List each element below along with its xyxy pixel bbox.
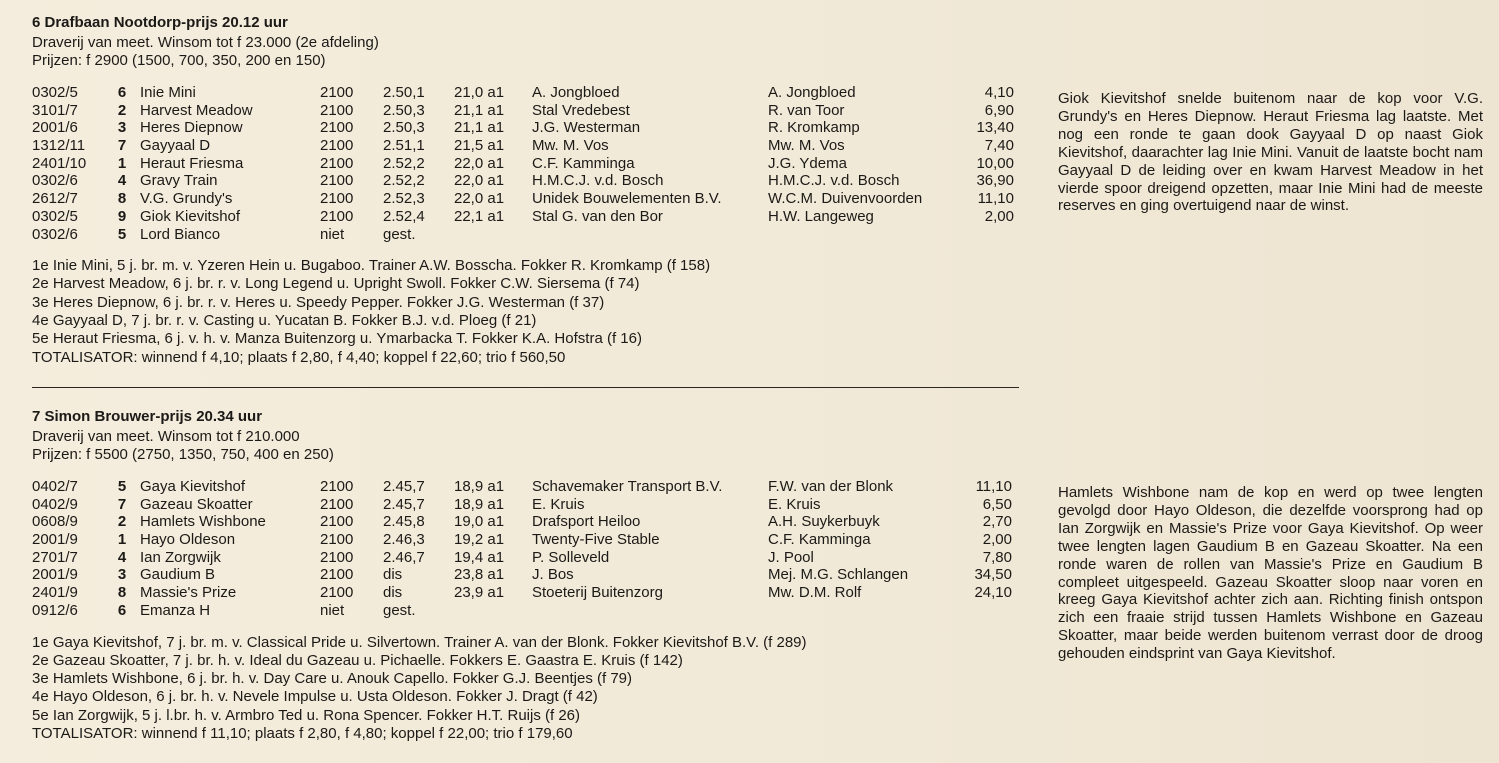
- entry-horse: Giok Kievitshof: [140, 207, 241, 225]
- race-commentary: Giok Kievitshof snelde buitenom naar de kop voor V.G. Grundy's en Heres Diepnow. Heraut Friesma lag laatste. Met nog een ronde te gaan dook Gayyaal D op naast Giok Kievitshof, daarachter lag Inie Mini. Vanuit de laatste bocht nam Gayyaal D de leiding over en kwam Harvest Meadow in het vierde spoor dreigend opzetten, maar Inie Mini had de meeste reserves en ging overtuigend naar de winst.: [1058, 90, 1483, 215]
- entry-time: 2.51,1: [383, 137, 425, 155]
- entry-distance: 2100: [320, 154, 354, 172]
- entry-horse: Heres Diepnow: [140, 119, 243, 137]
- result-line: TOTALISATOR: winnend f 4,10; plaats f 2,80, f 4,40; koppel f 22,60; trio f 560,50: [32, 348, 566, 366]
- entry-km-time: 21,0 a1: [454, 84, 505, 101]
- entry-trainer: Mw. D.M. Rolf: [768, 584, 862, 602]
- entry-number: 3: [117, 566, 127, 584]
- entry-trainer: J.G. Ydema: [768, 154, 847, 172]
- result-line: 4e Hayo Oldeson, 6 j. br. h. v. Nevele Impulse u. Usta Oldeson. Fokker J. Dragt (f 42): [32, 688, 598, 706]
- entry-trainer: H.M.C.J. v.d. Bosch: [768, 172, 900, 190]
- race-title: 6 Drafbaan Nootdorp-prijs 20.12 uur: [32, 14, 288, 31]
- entry-time: 2.52,2: [383, 172, 425, 190]
- entry-time: 2.45,8: [383, 513, 425, 531]
- entry-owner: C.F. Kamminga: [532, 154, 635, 172]
- section-divider: [32, 387, 1019, 388]
- entry-distance: 2100: [320, 190, 354, 208]
- entry-time: 2.52,3: [383, 190, 425, 208]
- entry-time: 2.46,3: [383, 531, 425, 549]
- entry-distance: niet: [320, 225, 345, 243]
- results-list: [32, 257, 1499, 367]
- entry-odds: 34,50: [974, 566, 1012, 584]
- entry-owner: Schavemaker Transport B.V.: [532, 478, 723, 495]
- entry-horse: Harvest Meadow: [140, 101, 253, 119]
- entry-horse: Emanza H: [140, 601, 211, 619]
- entry-date: 2401/10: [32, 154, 87, 172]
- entry-horse: Massie's Prize: [140, 584, 237, 602]
- entry-owner: Unidek Bouwelementen B.V.: [532, 190, 722, 208]
- entry-number: 3: [117, 119, 127, 137]
- entry-number: 2: [117, 513, 127, 531]
- entry-distance: 2100: [320, 84, 354, 101]
- entry-time: 2.50,3: [383, 119, 425, 137]
- result-line: 2e Gazeau Skoatter, 7 j. br. h. v. Ideal du Gazeau u. Pichaelle. Fokkers E. Gaastra E. Kruis (f 142): [32, 651, 683, 669]
- entry-km-time: 22,0 a1: [454, 190, 505, 208]
- entry-time: 2.50,3: [383, 101, 425, 119]
- entry-odds: 4,10: [984, 84, 1014, 101]
- entry-odds: 36,90: [976, 172, 1014, 190]
- entry-date: 0608/9: [32, 513, 78, 531]
- entry-number: 5: [117, 478, 127, 495]
- entry-date: 2612/7: [32, 190, 78, 208]
- entry-odds: 2,70: [982, 513, 1012, 531]
- entry-owner: Stoeterij Buitenzorg: [532, 584, 663, 602]
- entry-odds: 6,90: [984, 101, 1014, 119]
- entry-owner: Stal G. van den Bor: [532, 207, 663, 225]
- entry-number: 8: [117, 584, 127, 602]
- entry-owner: J.G. Westerman: [532, 119, 641, 137]
- result-line: 5e Heraut Friesma, 6 j. v. h. v. Manza Buitenzorg u. Ymarbacka T. Fokker K.A. Hofstra (f 16): [32, 330, 642, 348]
- entry-time: gest.: [383, 225, 416, 243]
- result-line: 4e Gayyaal D, 7 j. br. r. v. Casting u. Yucatan B. Fokker B.J. v.d. Ploeg (f 21): [32, 312, 537, 330]
- entry-odds: 24,10: [974, 584, 1012, 602]
- entry-trainer: W.C.M. Duivenvoorden: [768, 190, 923, 208]
- entry-km-time: 22,0 a1: [454, 172, 505, 190]
- entry-date: 0402/7: [32, 478, 78, 495]
- entry-trainer: Mw. M. Vos: [768, 137, 845, 155]
- entry-date: 0302/6: [32, 225, 78, 243]
- entry-number: 4: [117, 548, 127, 566]
- entry-time: gest.: [383, 601, 416, 619]
- race-commentary: Hamlets Wishbone nam de kop en werd op twee lengten gevolgd door Hayo Oldeson, die dezelfde voorsprong had op Ian Zorgwijk en Massie's Prize voor Gaya Kievitshof. Op weer twee lengten lagen Gaudium B en Gazeau Skoatter. Na een ronde waren de rollen van Massie's Prize en Gaudium B compleet uitgespeeld. Gazeau Skoatter sloop naar voren en kreeg Gaya Kievitshof achter zich aan. Richting finish ontspon zich een fraaie strijd tussen Hamlets Wishbone en Gazeau Skoatter, maar beide werden buitenom verrast door de droog gehouden eindsprint van Gaya Kievitshof.: [1058, 484, 1483, 663]
- entry-number: 6: [117, 84, 127, 101]
- entry-owner: Mw. M. Vos: [532, 137, 609, 155]
- result-line: 5e Ian Zorgwijk, 5 j. l.br. h. v. Armbro Ted u. Rona Spencer. Fokker H.T. Ruijs (f 26): [32, 706, 581, 724]
- entry-odds: 13,40: [976, 119, 1014, 137]
- entry-distance: 2100: [320, 531, 354, 549]
- entry-distance: 2100: [320, 101, 354, 119]
- entry-date: 0402/9: [32, 495, 78, 513]
- entry-date: 0912/6: [32, 601, 78, 619]
- entry-owner: Drafsport Heiloo: [532, 513, 641, 531]
- entry-number: 6: [117, 601, 127, 619]
- entry-date: 0302/6: [32, 172, 78, 190]
- entry-trainer: J. Pool: [768, 548, 814, 566]
- entry-trainer: Mej. M.G. Schlangen: [768, 566, 909, 584]
- entry-distance: 2100: [320, 207, 354, 225]
- entry-distance: 2100: [320, 584, 354, 602]
- entry-km-time: 23,8 a1: [454, 566, 505, 584]
- entry-owner: Twenty-Five Stable: [532, 531, 660, 549]
- entry-number: 7: [117, 495, 127, 513]
- entry-date: 1312/11: [32, 137, 86, 155]
- entry-time: 2.52,2: [383, 154, 425, 172]
- result-line: TOTALISATOR: winnend f 11,10; plaats f 2,80, f 4,80; koppel f 22,00; trio f 179,60: [32, 724, 573, 742]
- entry-number: 7: [117, 137, 127, 155]
- entry-date: 2001/9: [32, 531, 78, 549]
- entry-time: 2.46,7: [383, 548, 425, 566]
- race-prizes: Prijzen: f 5500 (2750, 1350, 750, 400 en 250): [32, 446, 334, 463]
- entry-distance: 2100: [320, 172, 354, 190]
- entry-trainer: R. van Toor: [768, 101, 845, 119]
- entry-horse: Heraut Friesma: [140, 154, 244, 172]
- entry-horse: Gaudium B: [140, 566, 216, 584]
- entry-number: 1: [117, 531, 127, 549]
- race-conditions: Draverij van meet. Winsom tot f 210.000: [32, 428, 300, 445]
- entry-km-time: 19,2 a1: [454, 531, 505, 549]
- entry-time: dis: [383, 584, 403, 602]
- entry-time: 2.45,7: [383, 495, 425, 513]
- entry-date: 2701/7: [32, 548, 78, 566]
- entry-horse: V.G. Grundy's: [140, 190, 233, 208]
- result-line: 2e Harvest Meadow, 6 j. br. r. v. Long Legend u. Upright Swoll. Fokker C.W. Siersema (f 74): [32, 275, 640, 293]
- race-conditions: Draverij van meet. Winsom tot f 23.000 (2e afdeling): [32, 34, 379, 51]
- result-line: 1e Gaya Kievitshof, 7 j. br. m. v. Classical Pride u. Silvertown. Trainer A. van der Blonk. Fokker Kievitshof B.V. (f 289): [32, 633, 807, 651]
- entry-date: 2001/6: [32, 119, 78, 137]
- entry-distance: niet: [320, 601, 345, 619]
- entry-trainer: F.W. van der Blonk: [768, 478, 894, 495]
- entry-owner: A. Jongbloed: [532, 84, 620, 101]
- entry-number: 9: [117, 207, 127, 225]
- entry-trainer: A.H. Suykerbuyk: [768, 513, 880, 531]
- entry-odds: 2,00: [982, 531, 1012, 549]
- entry-trainer: R. Kromkamp: [768, 119, 860, 137]
- result-line: 3e Heres Diepnow, 6 j. br. r. v. Heres u. Speedy Pepper. Fokker J.G. Westerman (f 37): [32, 293, 605, 311]
- entry-distance: 2100: [320, 513, 354, 531]
- entry-horse: Gazeau Skoatter: [140, 495, 253, 513]
- entry-odds: 7,40: [984, 137, 1014, 155]
- entry-number: 2: [117, 101, 127, 119]
- entry-date: 2401/9: [32, 584, 78, 602]
- entry-distance: 2100: [320, 495, 354, 513]
- entry-owner: P. Solleveld: [532, 548, 610, 566]
- entry-horse: Ian Zorgwijk: [140, 548, 221, 566]
- entry-time: 2.52,4: [383, 207, 425, 225]
- entry-horse: Gaya Kievitshof: [140, 478, 246, 495]
- entry-km-time: 22,1 a1: [454, 207, 505, 225]
- entry-horse: Hamlets Wishbone: [140, 513, 266, 531]
- entry-time: 2.45,7: [383, 478, 425, 495]
- entry-km-time: 19,0 a1: [454, 513, 505, 531]
- entry-number: 5: [117, 225, 127, 243]
- entry-km-time: 19,4 a1: [454, 548, 505, 566]
- entry-horse: Hayo Oldeson: [140, 531, 236, 549]
- result-line: 3e Hamlets Wishbone, 6 j. br. h. v. Day Care u. Anouk Capello. Fokker G.J. Beentjes (f 79): [32, 670, 632, 688]
- entry-km-time: 18,9 a1: [454, 495, 505, 513]
- entry-odds: 7,80: [982, 548, 1012, 566]
- entry-time: dis: [383, 566, 403, 584]
- entry-trainer: E. Kruis: [768, 495, 821, 513]
- entry-distance: 2100: [320, 548, 354, 566]
- entry-owner: J. Bos: [532, 566, 574, 584]
- entry-owner: E. Kruis: [532, 495, 585, 513]
- entry-km-time: 21,5 a1: [454, 137, 505, 155]
- entry-date: 2001/9: [32, 566, 78, 584]
- entry-odds: 6,50: [982, 495, 1012, 513]
- entry-number: 4: [117, 172, 127, 190]
- entry-date: 0302/5: [32, 84, 78, 101]
- entry-odds: 2,00: [984, 207, 1014, 225]
- entry-odds: 11,10: [975, 478, 1012, 495]
- entry-number: 1: [117, 154, 127, 172]
- entry-distance: 2100: [320, 137, 354, 155]
- entry-distance: 2100: [320, 566, 354, 584]
- entry-odds: 11,10: [977, 190, 1014, 208]
- entry-horse: Gravy Train: [140, 172, 218, 190]
- entry-horse: Gayyaal D: [140, 137, 211, 155]
- entry-km-time: 22,0 a1: [454, 154, 505, 172]
- entry-odds: 10,00: [976, 154, 1014, 172]
- entry-owner: Stal Vredebest: [532, 101, 630, 119]
- entry-km-time: 21,1 a1: [454, 119, 505, 137]
- entry-distance: 2100: [320, 478, 354, 495]
- table-row: [32, 226, 1499, 244]
- entry-time: 2.50,1: [383, 84, 425, 101]
- race-prizes: Prijzen: f 2900 (1500, 700, 350, 200 en 150): [32, 52, 326, 69]
- entry-km-time: 23,9 a1: [454, 584, 505, 602]
- entry-km-time: 18,9 a1: [454, 478, 505, 495]
- entry-date: 0302/5: [32, 207, 78, 225]
- entry-horse: Inie Mini: [140, 84, 196, 101]
- race-title: 7 Simon Brouwer-prijs 20.34 uur: [32, 408, 263, 425]
- entry-owner: H.M.C.J. v.d. Bosch: [532, 172, 664, 190]
- result-line: 1e Inie Mini, 5 j. br. m. v. Yzeren Hein u. Bugaboo. Trainer A.W. Bosscha. Fokker R. Kromkamp (f 158): [32, 257, 711, 275]
- entry-distance: 2100: [320, 119, 354, 137]
- entry-trainer: C.F. Kamminga: [768, 531, 871, 549]
- entry-horse: Lord Bianco: [140, 225, 221, 243]
- entry-km-time: 21,1 a1: [454, 101, 505, 119]
- entry-date: 3101/7: [32, 101, 78, 119]
- entry-trainer: H.W. Langeweg: [768, 207, 874, 225]
- entry-trainer: A. Jongbloed: [768, 84, 856, 101]
- entry-number: 8: [117, 190, 127, 208]
